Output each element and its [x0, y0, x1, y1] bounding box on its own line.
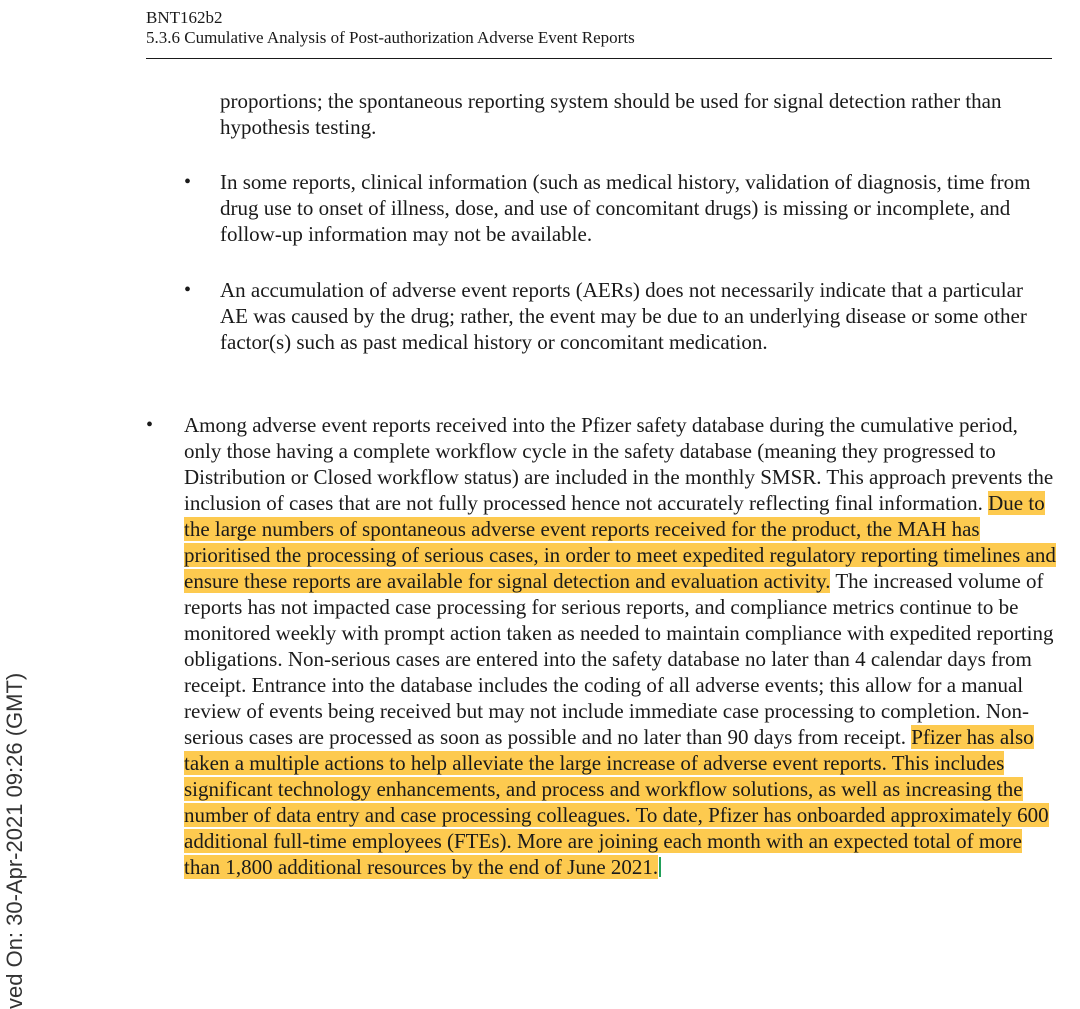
- bullet-icon: •: [146, 414, 154, 436]
- approval-timestamp: ved On: 30-Apr-2021 09:26 (GMT): [2, 672, 27, 1009]
- product-name: BNT162b2: [146, 8, 223, 27]
- bullet-icon: •: [184, 279, 192, 301]
- sub-bullet-aer-accumulation: An accumulation of adverse event reports (AERs) does not necessarily indicate that a particular AE was caused by the drug; rather, the event may be due to an underlying disease or some other factor(s) such as past medical history or concomitant medication.: [220, 278, 1027, 354]
- bullet-icon: •: [184, 171, 192, 193]
- workflow-text: Among adverse event reports received into the Pfizer safety database during the cumulative period, only those having a complete workflow cycle in the safety database (meaning they progressed to Distribution or Closed workflow status) are included in the monthly SMSR. This approach prevents the inclusion of cases that are not fully processed hence not accurately reflecting final information.: [184, 413, 1054, 515]
- main-bullet-workflow: [184, 412, 1058, 880]
- sub-bullet-clinical-info: In some reports, clinical information (such as medical history, validation of diagnosis, time from drug use to onset of illness, dose, and use of concomitant drugs) is missing or incomplete, and follow-up information may not be available.: [220, 170, 1031, 246]
- page-header: [146, 8, 1052, 48]
- continuation-paragraph: proportions; the spontaneous reporting system should be used for signal detection rather than hypothesis testing.: [220, 89, 1002, 139]
- highlighted-staffing-text[interactable]: Pfizer has also taken a multiple actions to help alleviate the large increase of adverse event reports. This includes significant technology enhancements, and process and workflow solutions, as well as increasing the number of data entry and case processing colleagues. To date, Pfizer has onboarded approximately 600 additional full-time employees (FTEs). More are joining each month with an expected total of more than 1,800 additional resources by the end of June 2021.: [184, 725, 1049, 879]
- section-title: 5.3.6 Cumulative Analysis of Post-authorization Adverse Event Reports: [146, 28, 635, 47]
- text-cursor: [659, 857, 661, 877]
- highlighted-prioritisation-text[interactable]: Due to the large numbers of spontaneous adverse event reports received for the product, the MAH has prioritised the processing of serious cases, in order to meet expedited regulatory reporting timelines and ensure these reports are available for signal detection and evaluation activity.: [184, 491, 1056, 593]
- processing-text: The increased volume of reports has not impacted case processing for serious reports, and compliance metrics continue to be monitored weekly with prompt action taken as needed to maintain compliance with expedited reporting obligations. Non-serious cases are entered into the safety database no later than 4 calendar days from receipt. Entrance into the database includes the coding of all adverse events; this allow for a manual review of events being received but may not include immediate case processing to completion. Non-serious cases are processed as soon as possible and no later than 90 days from receipt.: [184, 569, 1054, 749]
- approval-sidebar: [0, 0, 50, 1009]
- header-divider: [146, 58, 1052, 59]
